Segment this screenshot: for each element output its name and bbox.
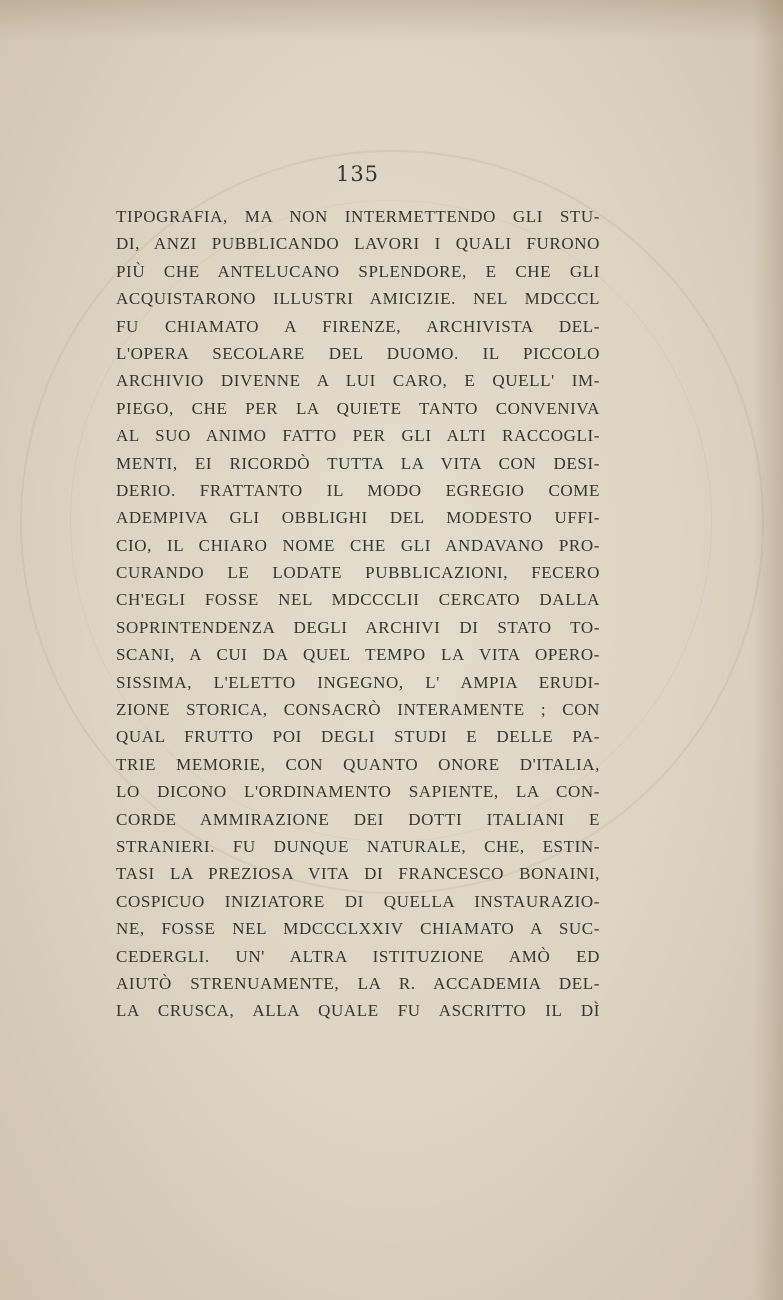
text-line: SISSIMA, L'ELETTO INGEGNO, L' AMPIA ERUDI- (116, 672, 600, 692)
text-line: PIEGO, CHE PER LA QUIETE TANTO CONVENIVA (116, 398, 600, 418)
text-line: LA CRUSCA, ALLA QUALE FU ASCRITTO IL DÌ (116, 1001, 600, 1021)
text-line: ZIONE STORICA, CONSACRÒ INTERAMENTE ; CON (116, 700, 600, 720)
text-line: DI, ANZI PUBBLICANDO LAVORI I QUALI FURONO (116, 234, 600, 254)
text-line: COSPICUO INIZIATORE DI QUELLA INSTAURAZIO- (116, 891, 600, 911)
text-line: ARCHIVIO DIVENNE A LUI CARO, E QUELL' IM- (116, 371, 600, 391)
text-line: STRANIERI. FU DUNQUE NATURALE, CHE, ESTIN- (116, 836, 600, 856)
text-line: DERIO. FRATTANTO IL MODO EGREGIO COME (116, 480, 600, 500)
text-line: CH'EGLI FOSSE NEL MDCCCLII CERCATO DALLA (116, 590, 600, 610)
text-line: ACQUISTARONO ILLUSTRI AMICIZIE. NEL MDCCCL (116, 289, 600, 309)
text-line: AIUTÒ STRENUAMENTE, LA R. ACCADEMIA DEL- (116, 973, 600, 993)
text-line: CURANDO LE LODATE PUBBLICAZIONI, FECERO (116, 563, 600, 583)
text-line: SOPRINTENDENZA DEGLI ARCHIVI DI STATO TO- (116, 617, 600, 637)
text-line: QUAL FRUTTO POI DEGLI STUDI E DELLE PA- (116, 727, 600, 747)
text-line: TIPOGRAFIA, MA NON INTERMETTENDO GLI STU- (116, 207, 600, 226)
text-line: AL SUO ANIMO FATTO PER GLI ALTI RACCOGLI- (116, 426, 600, 446)
text-line: TASI LA PREZIOSA VITA DI FRANCESCO BONAINI, (116, 864, 600, 884)
text-line: TRIE MEMORIE, CON QUANTO ONORE D'ITALIA, (116, 754, 600, 774)
text-line: CEDERGLI. UN' ALTRA ISTITUZIONE AMÒ ED (116, 946, 600, 966)
text-line: L'OPERA SECOLARE DEL DUOMO. IL PICCOLO (116, 343, 600, 363)
page-top-shadow (0, 0, 783, 40)
text-line: LO DICONO L'ORDINAMENTO SAPIENTE, LA CON- (116, 782, 600, 802)
text-line: PIÙ CHE ANTELUCANO SPLENDORE, E CHE GLI (116, 261, 600, 281)
text-line: CIO, IL CHIARO NOME CHE GLI ANDAVANO PRO- (116, 535, 600, 555)
text-line: MENTI, EI RICORDÒ TUTTA LA VITA CON DESI- (116, 453, 600, 473)
text-line: CORDE AMMIRAZIONE DEI DOTTI ITALIANI E (116, 809, 600, 829)
body-text (116, 203, 600, 1025)
text-line: NE, FOSSE NEL MDCCCLXXIV CHIAMATO A SUC- (116, 919, 600, 939)
page-number: 135 (335, 162, 380, 186)
text-line: ADEMPIVA GLI OBBLIGHI DEL MODESTO UFFI- (116, 508, 600, 528)
page-edge-shadow (753, 0, 783, 1300)
text-line: SCANI, A CUI DA QUEL TEMPO LA VITA OPERO- (116, 645, 600, 665)
text-line: FU CHIAMATO A FIRENZE, ARCHIVISTA DEL- (116, 316, 600, 336)
